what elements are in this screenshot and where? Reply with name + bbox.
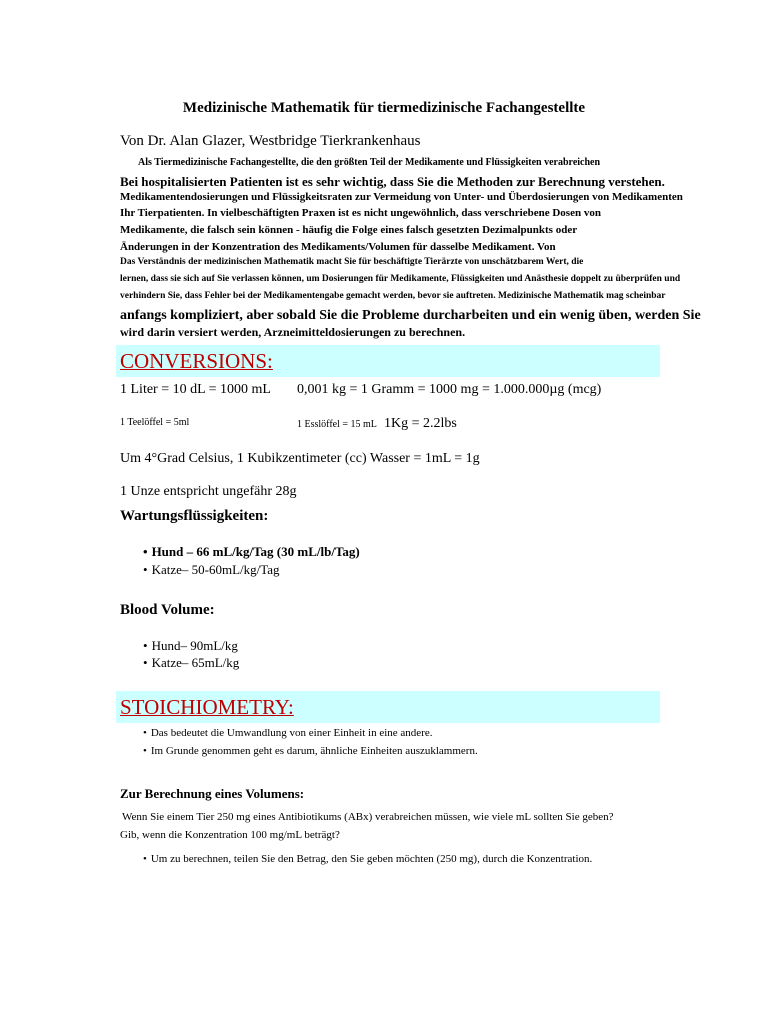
intro-line-5: Medikamente, die falsch sein können - häufig die Folge eines falsch gesetzten Dezimalpunkts oder bbox=[120, 224, 578, 236]
stoich-bullet-2: Im Grunde genommen geht es darum, ähnliche Einheiten auszuklammern. bbox=[150, 745, 478, 757]
bullet-icon: • bbox=[143, 727, 147, 739]
maintenance-dog: Hund – 66 mL/kg/Tag (30 mL/lb/Tag) bbox=[151, 544, 360, 559]
intro-line-11: wird darin versiert werden, Arzneimitteldosierungen zu berechnen. bbox=[120, 325, 466, 339]
intro-line-6: Änderungen in der Konzentration des Medikaments/Volumen für dasselbe Medikament. Von bbox=[120, 241, 556, 253]
bullet-icon: • bbox=[143, 655, 148, 670]
intro-line-8: lernen, dass sie sich auf Sie verlassen können, um Dosierungen für Medikamente, Flüssigkeiten und Anästhesie doppelt zu überprüfen und bbox=[120, 274, 681, 284]
volume-question-1: Wenn Sie einem Tier 250 mg eines Antibiotikums (ABx) verabreichen müssen, wie viele mL sollten Sie geben? bbox=[122, 811, 614, 823]
author-byline: Von Dr. Alan Glazer, Westbridge Tierkrankenhaus bbox=[120, 133, 421, 149]
blood-cat: Katze– 65mL/kg bbox=[151, 655, 240, 670]
bullet-icon: • bbox=[143, 544, 148, 559]
list-item bbox=[143, 638, 238, 654]
intro-line-7: Das Verständnis der medizinischen Mathematik macht Sie für beschäftigte Tierärzte von unschätzbarem Wert, die bbox=[120, 257, 584, 267]
blood-dog: Hund– 90mL/kg bbox=[151, 638, 238, 653]
bullet-icon: • bbox=[143, 853, 147, 865]
list-item bbox=[143, 562, 280, 578]
bullet-icon: • bbox=[143, 745, 147, 757]
conversion-kg: 0,001 kg = 1 Gramm = 1000 mg = 1.000.000µg (mcg) bbox=[297, 382, 602, 397]
document-title: Medizinische Mathematik für tiermedizinische Fachangestellte bbox=[182, 100, 586, 116]
intro-line-9: verhindern Sie, dass Fehler bei der Medikamentengabe gemacht werden, bevor sie auftreten. Medizinische Mathematik mag scheinbar bbox=[120, 291, 666, 301]
volume-question-2: Gib, wenn die Konzentration 100 mg/mL beträgt? bbox=[120, 829, 340, 841]
list-item bbox=[143, 745, 478, 757]
intro-line-2: Bei hospitalisierten Patienten ist es sehr wichtig, dass Sie die Methoden zur Berechnung verstehen. bbox=[120, 174, 665, 189]
bullet-icon: • bbox=[143, 638, 148, 653]
blood-volume-heading: Blood Volume: bbox=[120, 602, 215, 618]
volume-bullet-1: Um zu berechnen, teilen Sie den Betrag, den Sie geben möchten (250 mg), durch die Konzentration. bbox=[150, 853, 593, 865]
stoichiometry-banner bbox=[116, 691, 660, 723]
conversion-liter: 1 Liter = 10 dL = 1000 mL bbox=[120, 382, 271, 397]
conversions-heading: CONVERSIONS: bbox=[120, 349, 273, 373]
maintenance-cat: Katze– 50-60mL/kg/Tag bbox=[151, 562, 280, 577]
stoich-bullet-1: Das bedeutet die Umwandlung von einer Einheit in eine andere. bbox=[150, 727, 433, 739]
intro-line-4: Ihr Tierpatienten. In vielbeschäftigten Praxen ist es nicht ungewöhnlich, dass verschriebene Dosen von bbox=[120, 207, 601, 219]
stoichiometry-heading: STOICHIOMETRY: bbox=[120, 695, 294, 719]
intro-line-1: Als Tiermedizinische Fachangestellte, die den größten Teil der Medikamente und Flüssigkeiten verabreichen bbox=[138, 157, 601, 168]
list-item bbox=[143, 655, 239, 671]
conversions-banner bbox=[116, 345, 660, 377]
intro-line-3: Medikamentendosierungen und Flüssigkeitsraten zur Vermeidung von Unter- und Überdosierungen von Medikamenten bbox=[120, 191, 683, 203]
maintenance-heading: Wartungsflüssigkeiten: bbox=[120, 508, 269, 524]
bullet-icon: • bbox=[143, 562, 148, 577]
intro-line-10: anfangs kompliziert, aber sobald Sie die Probleme durcharbeiten und ein wenig üben, werden Sie bbox=[120, 308, 701, 323]
conversion-water: Um 4°Grad Celsius, 1 Kubikzentimeter (cc) Wasser = 1mL = 1g bbox=[120, 451, 480, 466]
conversion-ounce: 1 Unze entspricht ungefähr 28g bbox=[120, 484, 297, 499]
conversion-teaspoon: 1 Teelöffel = 5ml bbox=[120, 417, 190, 428]
conversion-lbs: 1Kg = 2.2lbs bbox=[384, 416, 457, 431]
conversion-tablespoon: 1 Esslöffel = 15 mL bbox=[297, 419, 377, 430]
list-item bbox=[143, 853, 592, 865]
list-item bbox=[143, 544, 360, 560]
list-item bbox=[143, 727, 433, 739]
volume-heading: Zur Berechnung eines Volumens: bbox=[120, 786, 305, 801]
